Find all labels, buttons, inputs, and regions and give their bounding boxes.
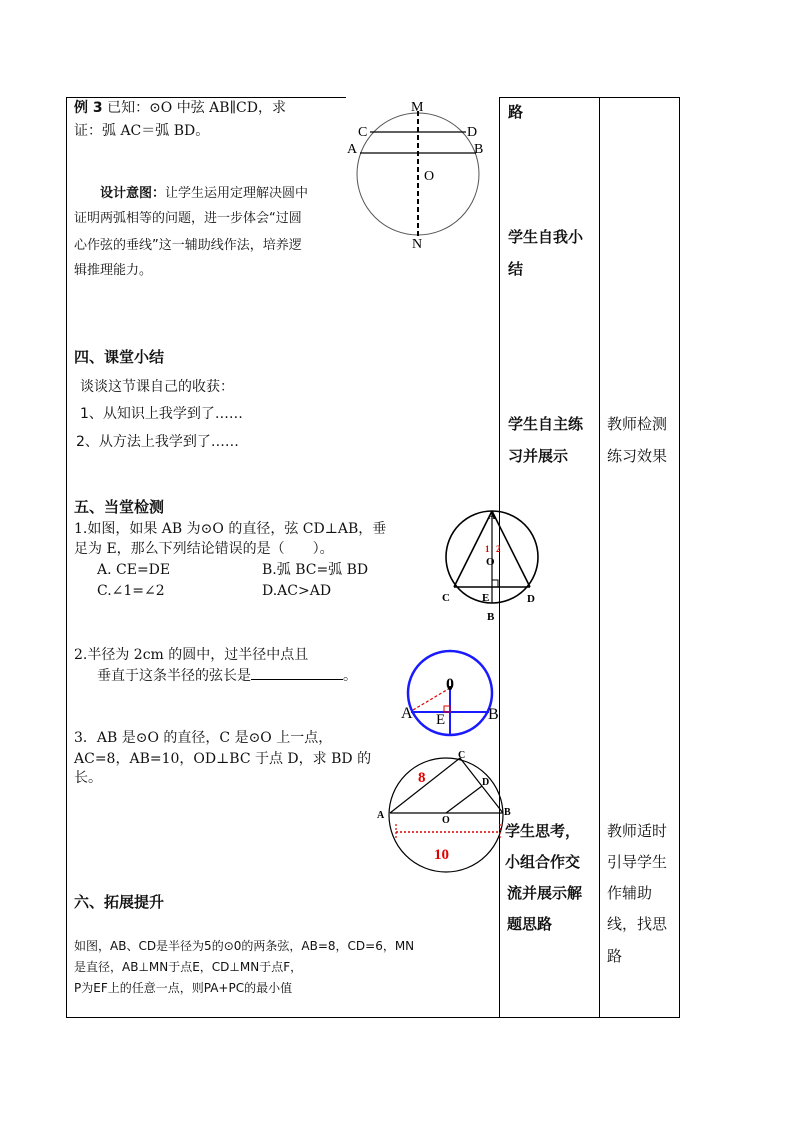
q3-label-b: B [504,807,511,818]
example3-line2: 证：弧 AC＝弧 BD。 [74,123,210,139]
q2-answer-blank [251,665,343,680]
design-intent-line3: 心作弦的垂线”这一辅助线作法，培养逻 [74,238,302,253]
label-d: D [467,125,478,140]
design-intent-line4: 辑推理能力。 [74,263,153,278]
col2-r4d: 题思路 [507,915,553,933]
col3-r4a: 教师适时 [607,822,668,840]
col2-r2b: 结 [508,260,524,278]
q1-figure [430,505,550,625]
label-n: N [412,237,423,252]
q2-label-a: A [401,705,413,722]
q3-label-o: O [442,815,450,826]
extend-line3: P为EF上的任意一点，则PA+PC的最小值 [74,981,293,995]
col3-r4b: 引导学生 [607,853,668,871]
example3-text1: 已知：⊙O 中弦 AB∥CD，求 [107,100,286,116]
q1-line1: 1.如图，如果 AB 为⊙O 的直径，弦 CD⊥AB，垂 [74,521,387,537]
q3-line1: 3．AB 是⊙O 的直径，C 是⊙O 上一点， [74,730,333,746]
q1-label-c: C [442,592,450,604]
table-border-left [66,97,67,1018]
q2-end: 。 [343,668,357,684]
q2-line2 [97,665,357,686]
q1-right-angle [492,580,498,587]
design-intent-line2: 证明两弧相等的问题，进一步体会“过圆 [74,211,302,226]
table-border-bottom [66,1017,680,1018]
summary-line1: 1、从知识上我学到了…… [80,406,243,422]
col3-r4c: 作辅助 [607,884,653,902]
table-border-top-right [499,97,680,98]
col3-r4d: 线，找思 [607,915,668,933]
label-c: C [358,125,368,140]
table-border-right [679,97,680,1018]
q1-option-a: A. CE=DE [97,562,171,578]
summary-heading: 四、课堂小结 [74,348,165,366]
example3-line1 [74,98,286,118]
check-heading: 五、当堂检测 [74,498,165,516]
q1-label-a: A [488,510,496,522]
q2-label-e: E [436,712,446,728]
q3-segment-od [446,786,482,813]
design-intent-text1: 让学生运用定理解决圆中 [165,186,309,201]
q3-figure [374,748,524,883]
col2-r4c: 流并展示解 [507,884,583,902]
q2-line1: 2.半径为 2cm 的圆中，过半径中点且 [74,647,309,663]
q1-line2: 足为 E，那么下列结论错误的是（ ）。 [74,541,334,557]
q1-label-o: O [486,556,495,568]
q1-label-b: B [487,611,495,623]
design-intent-line1 [100,184,308,204]
summary-line2: 2、从方法上我学到了…… [76,434,239,450]
col2-r4b: 小组合作交 [505,853,581,871]
col3-r4e: 路 [607,947,623,965]
q3-line2: AC=8，AB=10，OD⊥BC 于点 D，求 BD 的 [74,751,372,767]
q3-line3: 长。 [74,770,102,786]
q1-label-e: E [482,592,490,604]
extend-heading: 六、拓展提升 [74,893,165,911]
summary-line0: 谈谈这节课自己的收获： [80,379,234,395]
col2-r2a: 学生自我小 [508,228,584,246]
q1-option-b: B.弧 BC=弧 BD [262,562,369,578]
q1-label-d: D [527,593,535,605]
q1-option-d: D.AC>AD [262,583,332,599]
col2-r3b: 习并展示 [508,447,569,465]
label-a: A [347,142,358,157]
q2-label-o: 0 [446,676,454,693]
extend-line2: 是直径，AB⊥MN于点E，CD⊥MN于点F， [74,960,303,974]
label-b: B [474,142,484,157]
q2-text: 垂直于这条半径的弦长是 [97,668,251,684]
extend-line1: 如图，AB、CD是半径为5的⊙0的两条弦，AB=8，CD=6，MN [74,939,415,953]
col3-r3b: 练习效果 [607,447,668,465]
q3-label-8: 8 [418,770,426,786]
q3-label-10: 10 [434,847,449,863]
col2-r1: 路 [508,103,524,121]
design-intent-label: 设计意图： [100,186,166,201]
q3-label-a: A [377,810,385,821]
table-col-divider-2 [599,97,600,1018]
example3-label: 例 3 [74,100,103,116]
label-o: O [424,169,435,184]
q1-option-c: C.∠1=∠2 [97,583,165,599]
q3-label-d: D [482,777,490,788]
example3-figure [340,95,500,255]
label-m: M [411,100,424,115]
q3-label-c: C [458,750,466,761]
q2-label-b: B [488,706,499,723]
col2-r3a: 学生自主练 [508,415,584,433]
q1-label-2: 2 [496,544,501,554]
q2-figure [400,648,510,743]
q1-label-1: 1 [485,544,490,554]
col2-r4a: 学生思考， [505,822,581,840]
col3-r3a: 教师检测 [607,415,668,433]
